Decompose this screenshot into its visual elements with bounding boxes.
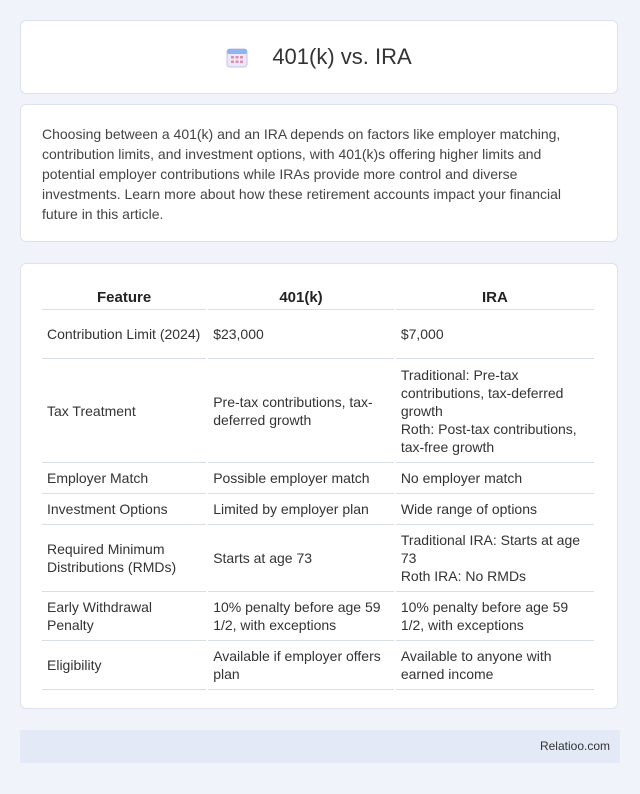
table-row [42, 641, 594, 690]
table-row [42, 310, 594, 359]
ira-line: Roth: Post-tax contributions, tax-free growth [400, 420, 577, 455]
header-401k: 401(k) [208, 285, 394, 310]
k401-cell: Available if employer offers plan [208, 641, 394, 690]
feature-cell: Investment Options [42, 494, 206, 525]
table-row [42, 359, 594, 463]
feature-cell: Required Minimum Distributions (RMDs) [42, 525, 206, 592]
k401-cell: Possible employer match [208, 463, 394, 494]
k401-cell: Limited by employer plan [208, 494, 394, 525]
ira-line: No employer match [400, 470, 523, 486]
k401-cell: 10% penalty before age 59 1/2, with exceptions [208, 592, 394, 641]
table-row [42, 525, 594, 592]
feature-cell: Eligibility [42, 641, 206, 690]
footer [20, 730, 620, 763]
ira-cell [396, 463, 594, 494]
intro-card [20, 104, 618, 242]
comparison-card [20, 263, 618, 709]
header-feature: Feature [42, 285, 206, 310]
table-header-row [42, 285, 594, 310]
ira-line: Traditional IRA: Starts at age 73 [400, 532, 581, 566]
k401-cell: $23,000 [208, 310, 394, 359]
ira-cell [396, 641, 594, 690]
table-row [42, 592, 594, 641]
feature-cell: Employer Match [42, 463, 206, 494]
ira-cell [396, 359, 594, 463]
page-title: 401(k) vs. IRA [272, 44, 412, 69]
ira-line: Wide range of options [400, 501, 538, 517]
ira-cell [396, 310, 594, 359]
ira-cell [396, 592, 594, 641]
calendar-icon [226, 46, 248, 68]
feature-cell: Tax Treatment [42, 359, 206, 463]
header-ira: IRA [396, 285, 594, 310]
ira-line: $7,000 [400, 326, 444, 342]
ira-line: Traditional: Pre-tax contributions, tax-deferred growth [400, 366, 564, 419]
ira-cell [396, 525, 594, 592]
table-row [42, 463, 594, 494]
title-card [20, 20, 618, 94]
feature-cell: Contribution Limit (2024) [42, 310, 206, 359]
table-row [42, 494, 594, 525]
k401-cell: Starts at age 73 [208, 525, 394, 592]
ira-line: Available to anyone with earned income [400, 648, 552, 682]
ira-cell [396, 494, 594, 525]
comparison-table [40, 285, 596, 690]
k401-cell: Pre-tax contributions, tax-deferred growth [208, 359, 394, 463]
footer-brand[interactable]: Relatioo.com [539, 739, 610, 753]
ira-line: Roth IRA: No RMDs [400, 568, 527, 584]
intro-text: Choosing between a 401(k) and an IRA depends on factors like employer matching, contribution limits, and investment options, with 401(k)s offering higher limits and potential employer contributions while IRAs provide more control and diverse investments. Learn more about how these retirement accounts impact your financial future in this article. [42, 126, 562, 222]
feature-cell: Early Withdrawal Penalty [42, 592, 206, 641]
ira-line: 10% penalty before age 59 1/2, with exceptions [400, 599, 569, 633]
